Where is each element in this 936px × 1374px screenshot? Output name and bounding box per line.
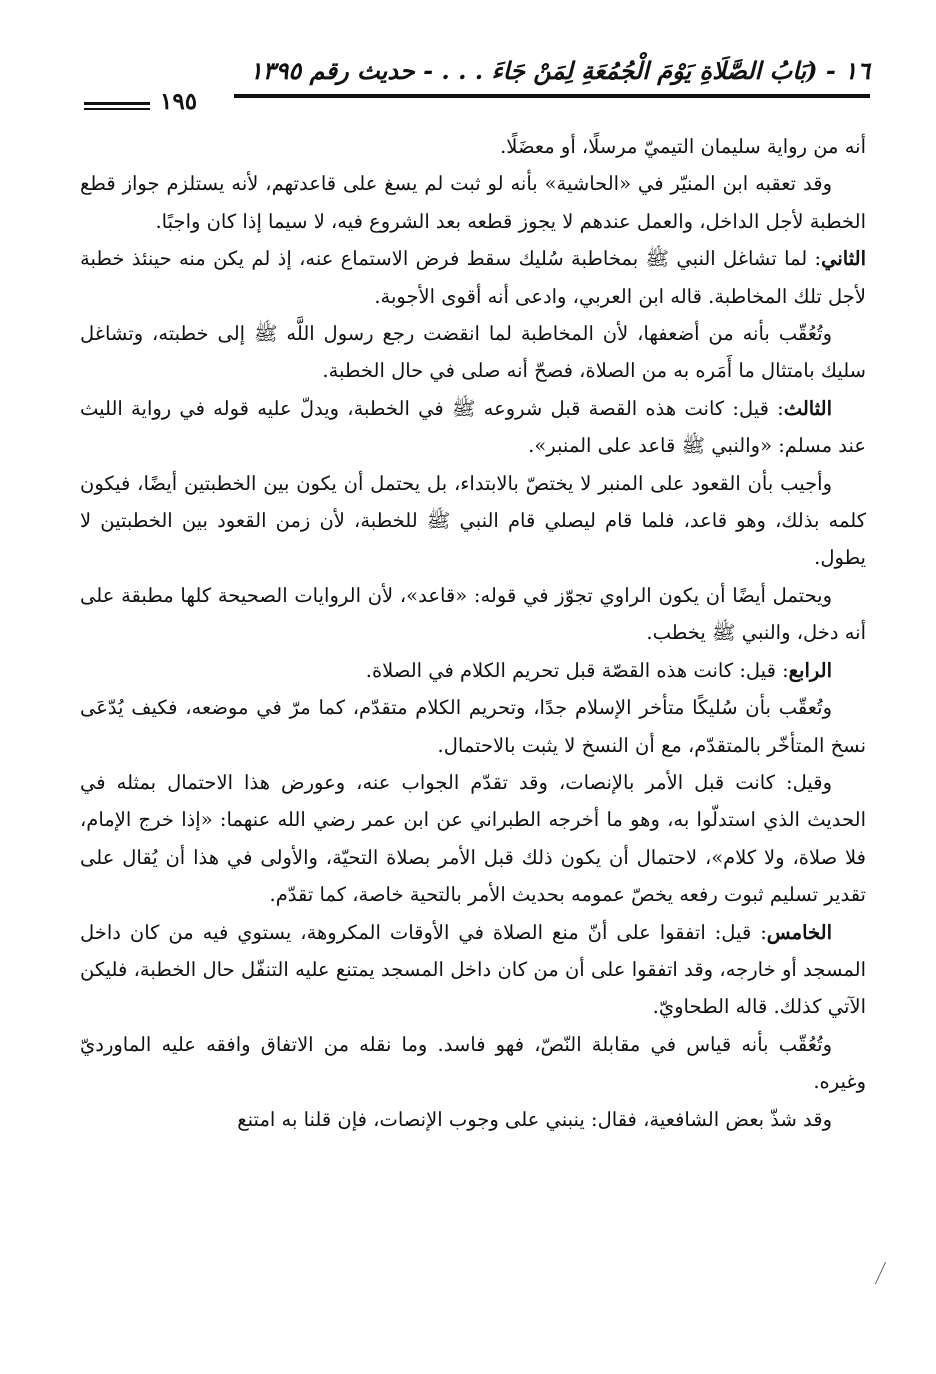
paragraph-lead: الثاني xyxy=(821,247,866,271)
paragraph-text: وتُعُقّب بأنه قياس في مقابلة النّصّ، فهو فاسد. وما نقله من الاتفاق وافقه عليه الماورديّ وغيره. xyxy=(80,1032,866,1094)
paragraph-text: وأجيب بأن القعود على المنبر لا يختصّ بالابتداء، بل يحتمل أن يكون بين الخطبتين أيضًا، فيكون كلمه بذلك، وهو قاعد، فلما قام ليصلي قام النبي ﷺ للخطبة، لأن زمن القعود بين الخطبتين لا يطول. xyxy=(80,471,866,570)
paragraph-text: وتُعقّب بأن سُليكًا متأخر الإسلام جدًا، وتحريم الكلام متقدّم، كما مرّ في موضعه، فكيف يُدّعَى نسخ المتأخّر بالمتقدّم، مع أن النسخ لا يثبت بالاحتمال. xyxy=(80,696,866,757)
paragraph xyxy=(80,165,866,240)
paragraph xyxy=(80,652,866,689)
paragraph-lead: الرابع xyxy=(788,658,832,682)
paragraph xyxy=(80,1101,866,1138)
paragraph-lead: الخامس xyxy=(766,920,832,944)
paragraph xyxy=(80,1026,866,1101)
paragraph-text: أنه من رواية سليمان التيميّ مرسلًا، أو معضَلًا. xyxy=(500,135,866,158)
paragraph-text: : لما تشاغل النبي ﷺ بمخاطبة سُليك سقط فرض الاستماع عنه، إذ لم يكن منه حينئذ خطبة لأجل تلك المخاطبة. قاله ابن العربي، وادعى أنه أقوى الأجوبة. xyxy=(80,247,866,308)
running-title: ١٦ - (بَابُ الصَّلَاةِ يَوْمَ الْجُمُعَةِ لِمَنْ جَاءَ . . . - حديث رقم ١٣٩٥ xyxy=(249,56,870,85)
paragraph-text: وقد تعقبه ابن المنيّر في «الحاشية» بأنه لو ثبت لم يسغ على قاعدتهم، لأنه يستلزم جواز قطع الخطبة لأجل الداخل، والعمل عندهم لا يجوز قطعه بعد الشروع فيه، لا سيما إذا كان واجبًا. xyxy=(80,172,866,233)
paragraph-text: وقد شذّ بعض الشافعية، فقال: ينبني على وجوب الإنصات، فإن قلنا به امتنع xyxy=(237,1107,832,1131)
paragraph xyxy=(80,914,866,1026)
page-number-rule-thin xyxy=(84,108,150,110)
paragraph xyxy=(80,465,866,577)
page-header xyxy=(84,48,870,118)
paragraph xyxy=(80,577,866,652)
body-text xyxy=(80,128,866,1138)
paragraph xyxy=(80,689,866,764)
page-number-rule xyxy=(84,102,150,105)
paragraph xyxy=(80,315,866,390)
paragraph-text: ويحتمل أيضًا أن يكون الراوي تجوّز في قوله: «قاعد»، لأن الروايات الصحيحة كلها مطبقة على أنه دخل، والنبي ﷺ يخطب. xyxy=(80,583,866,645)
page-number: ١٩٥ xyxy=(160,88,198,115)
margin-slash-mark xyxy=(875,1262,900,1284)
paragraph-text: : قيل: كانت هذه القصة قبل شروعه ﷺ في الخطبة، ويدلّ عليه قوله في رواية الليث عند مسلم: «والنبي ﷺ قاعد على المنبر». xyxy=(80,396,866,458)
paragraph xyxy=(80,128,866,165)
paragraph-lead: الثالث xyxy=(783,396,832,420)
paragraph-text: : قيل: كانت هذه القصّة قبل تحريم الكلام في الصلاة. xyxy=(365,658,789,682)
paragraph-text: : قيل: اتفقوا على أنّ منع الصلاة في الأوقات المكروهة، يستوي فيه من كان داخل المسجد أو خارجه، وقد اتفقوا على أن من كان داخل المسجد يمتنع عليه التنفّل حال الخطبة، فليكن الآتي كذلك. قاله الطحاويّ. xyxy=(80,920,866,1019)
paragraph xyxy=(80,390,866,465)
paragraph xyxy=(80,240,866,315)
header-rule xyxy=(234,94,870,98)
paragraph-text: وتُعُقّب بأنه من أضعفها، لأن المخاطبة لما انقضت رجع رسول اللَّه ﷺ إلى خطبته، وتشاغل سليك بامتثال ما أَمَره به من الصلاة، فصحّ أنه صلى في حال الخطبة. xyxy=(80,322,866,383)
paragraph-text: وقيل: كانت قبل الأمر بالإنصات، وقد تقدّم الجواب عنه، وعورض هذا الاحتمال بمثله في الحديث الذي استدلّوا به، وهو ما أخرجه الطبراني عن ابن عمر رضي الله عنهما: «إذا خرج الإمام، فلا صلاة، ولا كلام»، لاحتمال أن يكون ذلك قبل الأمر بصلاة التحيّة، والأولى في هذا أن يُقال على تقدير تسليم ثبوت رفعه يخصّ عمومه بحديث الأمر بالتحية خاصة، كما تقدّم. xyxy=(80,770,866,907)
paragraph xyxy=(80,764,866,914)
